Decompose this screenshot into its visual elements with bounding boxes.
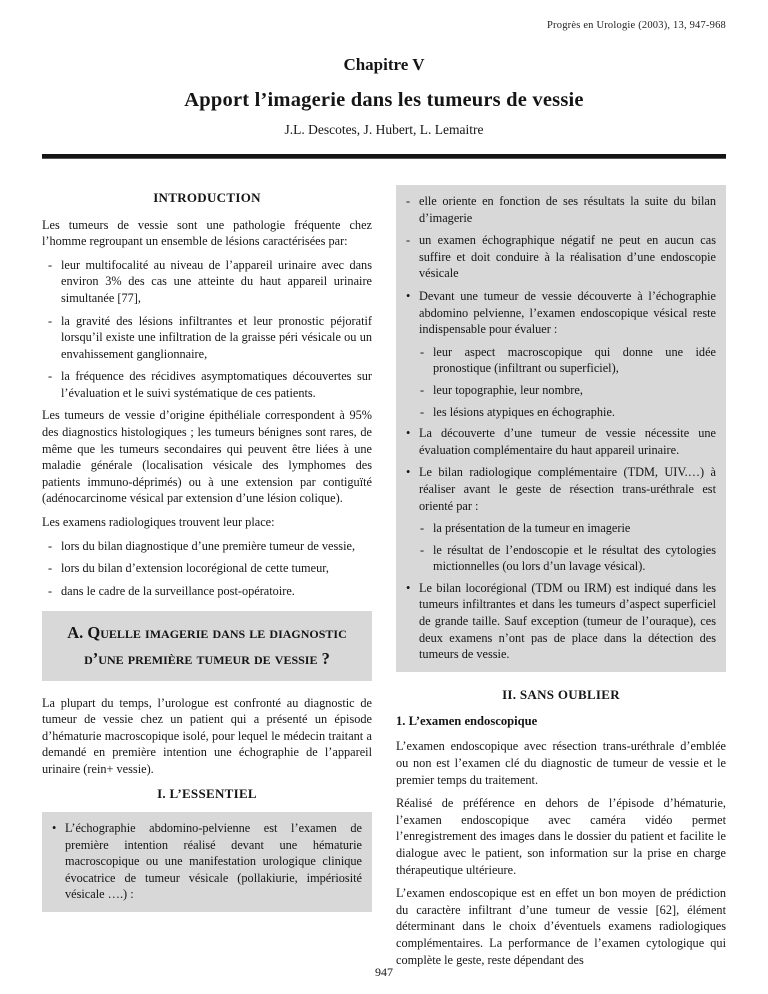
intro-paragraph-1: Les tumeurs de vessie sont une pathologie fréquente chez l’homme regroupant un ensemble de lésions caractérisées par:: [42, 217, 372, 249]
list-item: [48, 368, 372, 401]
dash-marker: -: [420, 382, 425, 397]
dash-marker: -: [48, 538, 53, 553]
list-item-text: la gravité des lésions infiltrantes et leur pronostic péjoratif lorsqu’il existe une infiltration de la graisse péri vésicale ou un envahissement ganglionnaire,: [61, 313, 372, 361]
section-a-heading: A. Quelle imagerie dans le diagnostic d’une première tumeur de vessie ?: [42, 611, 372, 680]
list-item: [406, 193, 716, 226]
authors-line: J.L. Descotes, J. Hubert, L. Lemaitre: [284, 122, 484, 137]
list-item: [406, 580, 716, 663]
right-column: [396, 185, 726, 975]
dash-marker: -: [420, 521, 425, 536]
dash-marker: -: [48, 313, 53, 328]
list-item-text: lors du bilan d’extension locorégional de cette tumeur,: [61, 561, 329, 576]
list-item: [48, 313, 372, 363]
bullet-marker: •: [406, 580, 411, 595]
dash-marker: -: [420, 542, 425, 557]
dash-marker: -: [48, 369, 53, 384]
left-column: [42, 185, 372, 975]
introduction-heading: INTRODUCTION: [153, 190, 261, 205]
list-item-text: la fréquence des récidives asymptomatiques découvertes sur l’évaluation et le suivi systématique de ces patients.: [61, 369, 372, 400]
dash-marker: -: [420, 404, 425, 419]
list-item-text: elle oriente en fonction de ses résultats la suite du bilan d’imagerie: [419, 194, 716, 225]
article-title: Apport l’imagerie dans les tumeurs de vessie: [184, 89, 584, 111]
bullet-marker: •: [406, 426, 411, 441]
list-item-text: La découverte d’une tumeur de vessie nécessite une évaluation complémentaire du haut appareil urinaire.: [419, 426, 716, 457]
list-item: [48, 257, 372, 307]
place-list: [48, 538, 372, 600]
journal-reference: Progrès en Urologie (2003), 13, 947-968: [547, 20, 726, 31]
list-item-text: leur multifocalité au niveau de l’appareil urinaire avec dans environ 3% des cas une atteinte du haut appareil urinaire simultanée [77],: [61, 257, 372, 305]
list-item-text: Devant une tumeur de vessie découverte à l’échographie abdomino pelvienne, l’examen endoscopique vésical reste indispensable pour évaluer :: [419, 288, 716, 337]
sans-oublier-heading: II. SANS OUBLIER: [502, 686, 620, 702]
intro-list: [48, 257, 372, 402]
dash-marker: -: [48, 583, 53, 598]
list-item-text: leur aspect macroscopique qui donne une idée pronostique (infiltrant ou superficiel),: [433, 344, 716, 376]
essentiel-heading: I. L’ESSENTIEL: [157, 785, 257, 801]
list-item: [406, 232, 716, 282]
essentials-box-right: [396, 185, 726, 672]
list-item-text: la présentation de la tumeur en imagerie: [433, 521, 631, 536]
list-item: [48, 560, 372, 577]
title-divider: [42, 154, 726, 159]
essentials-box-left: [42, 812, 372, 912]
dash-marker: -: [48, 257, 53, 272]
bullet-marker: •: [406, 465, 411, 480]
list-item-text: les lésions atypiques en échographie.: [433, 404, 616, 419]
bullet-marker: •: [52, 821, 57, 836]
list-item-text: leur topographie, leur nombre,: [433, 382, 583, 397]
list-item: [48, 538, 372, 555]
bullet-marker: •: [406, 288, 411, 303]
list-item: [406, 288, 716, 338]
list-item-text: le résultat de l’endoscopie et le résultat des cytologies mictionnelles (ou lors d’un lavage vésical).: [433, 542, 716, 574]
sub-list-item: [420, 382, 716, 399]
dash-marker: -: [406, 194, 411, 208]
right-paragraph-1: L’examen endoscopique avec résection trans-uréthrale d’emblée ou non est l’examen clé du diagnostic de tumeur de vessie et le premier temps du traitement.: [396, 739, 726, 787]
sub-list-item: [420, 404, 716, 421]
list-item-text: Le bilan radiologique complémentaire (TDM, UIV.…) à réaliser avant le geste de résection trans-uréthrale est orienté par :: [419, 465, 716, 513]
sub-list-item: [420, 542, 716, 575]
list-item-text: L’échographie abdomino-pelvienne est l’examen de première intention réalisé devant une hématurie macroscopique ou une manifestation urologique clinique évocatrice de tumeur vésicale (pollakiurie, impériosité vésicale ….) :: [65, 821, 362, 902]
chapter-heading: Chapitre V: [343, 55, 425, 74]
list-item-text: Le bilan locorégional (TDM ou IRM) est indiqué dans les tumeurs infiltrantes et dans les tumeurs d’aspect superficiel de grande taille. Sauf exception (tumeur de l’ouraque), ces deux examens n’ont pas de place dans la détection des tumeurs de vessie.: [419, 580, 716, 662]
dash-marker: -: [48, 561, 53, 576]
dash-marker: -: [420, 344, 425, 359]
examen-endoscopique-subheading: 1. L’examen endoscopique: [396, 714, 538, 729]
intro-paragraph-3: Les examens radiologiques trouvent leur place:: [42, 515, 275, 530]
list-item-text: un examen échographique négatif ne peut en aucun cas suffire et doit conduire à la réalisation d’une endoscopie vésicale: [419, 233, 716, 281]
right-paragraph-3: L’examen endoscopique est en effet un bon moyen de prédiction du caractère infiltrant d’une tumeur de vessie [62], élément déterminant dans le choix d’éventuels examens radiologiques complémentaires. La performance de l’examen cytologique qui complète le geste, reste dépendant des: [396, 886, 726, 967]
dash-marker: -: [406, 233, 411, 248]
sub-list-item: [420, 344, 716, 377]
intro-paragraph-2: Les tumeurs de vessie d’origine épithéliale correspondent à 95% des diagnostics histologiques ; les tumeurs bénignes sont rares, de même que les tumeurs secondaires qui peuvent être liées à une maladie générale (localisation vésicale des lymphomes des patients immuno-déprimés) ou à une extension par contiguïté (adénocarcinome vésical par extension d’une lésion colique).: [42, 408, 372, 506]
list-item: [48, 583, 372, 600]
list-item: [406, 464, 716, 514]
sub-list-item: [420, 520, 716, 537]
list-item: [406, 425, 716, 458]
list-item-text: lors du bilan diagnostique d’une première tumeur de vessie,: [61, 538, 356, 553]
list-item: [52, 820, 362, 903]
section-a-paragraph: La plupart du temps, l’urologue est confronté au diagnostic de tumeur de vessie chez un patient qui a présenté un épisode d’hématurie macroscopique isolé, pour lequel le médecin traitant a demandé en première intention une échographie de l’appareil urinaire (rein+ vessie).: [42, 695, 372, 776]
list-item-text: dans le cadre de la surveillance post-opératoire.: [61, 583, 295, 598]
two-column-body: [42, 185, 726, 975]
right-paragraph-2: Réalisé de préférence en dehors de l’épisode d’hématurie, l’examen endoscopique avec caméra vidéo permet l’enregistrement des images dans le dossier du patient et facilite le dialogue avec le patient, son information sur la prise en charge thérapeutique ultérieure.: [396, 796, 726, 877]
page-number: 947: [375, 965, 393, 979]
